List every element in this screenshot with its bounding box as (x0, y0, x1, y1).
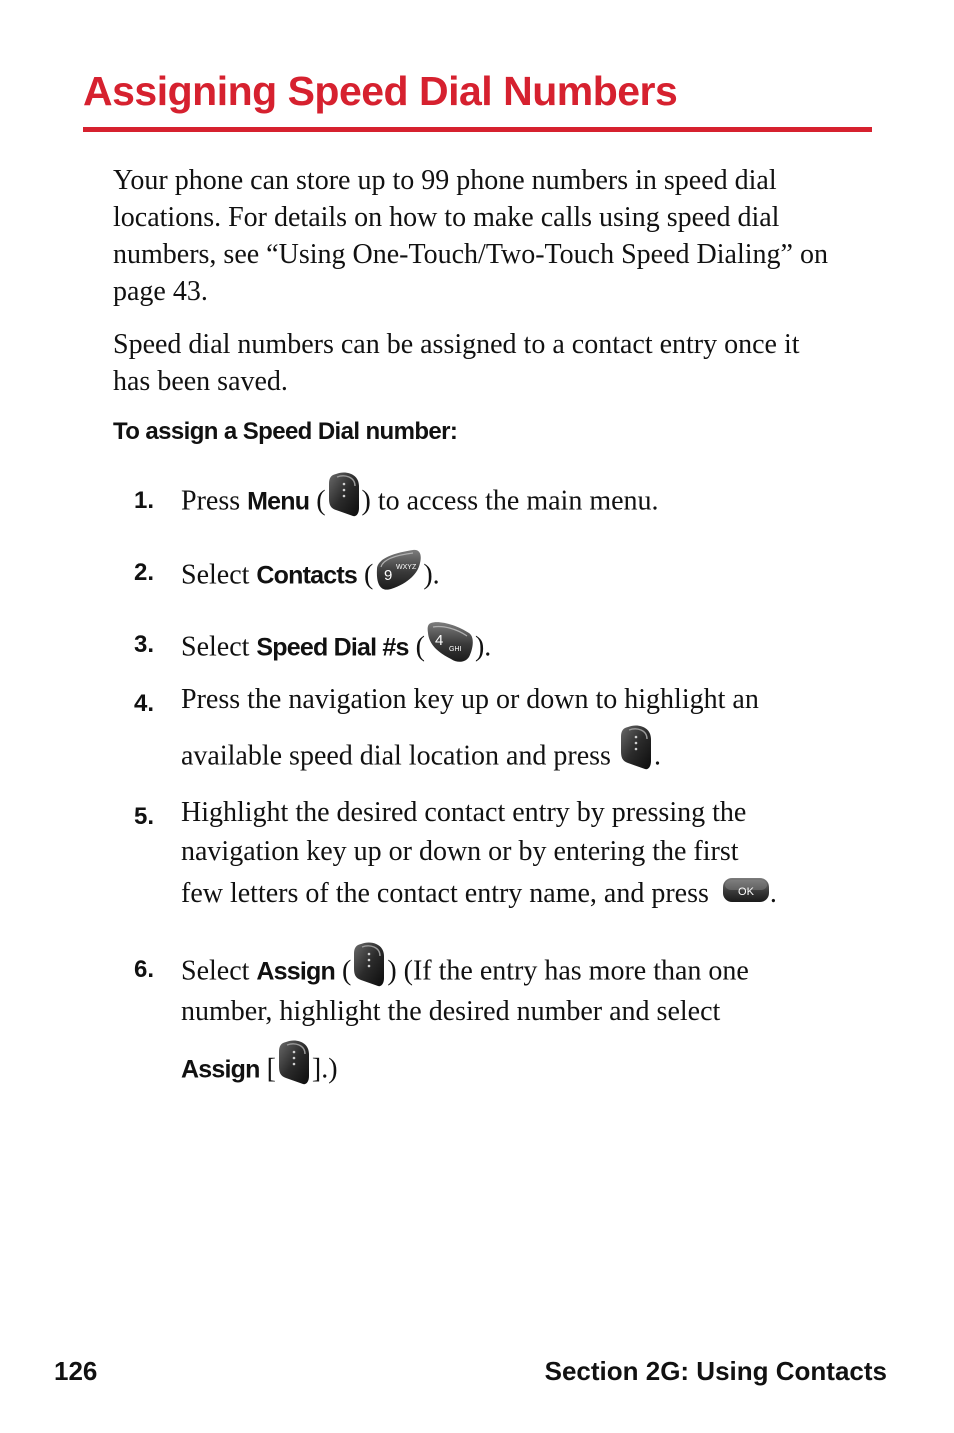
step-line-3 (181, 878, 871, 912)
step-post-text: ].) (311, 1053, 338, 1085)
softkey-left-icon (276, 1048, 312, 1094)
keyword-assign: Assign (181, 1055, 260, 1084)
step-open-paren: ( (334, 955, 352, 987)
softkey-left-icon (351, 950, 387, 996)
step-post-text: ). (423, 559, 440, 591)
step-post-text: ) to access the main menu. (361, 485, 659, 517)
page-title: Assigning Speed Dial Numbers (83, 68, 678, 114)
step-line-2: number, highlight the desired number and select (181, 996, 721, 1027)
step-pre-text: Press (181, 485, 248, 517)
key-9-wxyz-icon (373, 553, 423, 601)
title-underline (83, 127, 872, 132)
step-line-2: navigation key up or down or by entering the first (181, 836, 739, 867)
softkey-left-icon (618, 737, 654, 779)
key-digit: 9 (384, 567, 393, 584)
step-post-text: . (653, 740, 661, 772)
key-letters: WXYZ (396, 564, 417, 571)
step-number: 3. (134, 631, 155, 658)
step-line-2-text: available speed dial location and press (181, 740, 618, 772)
ok-key-icon (716, 880, 770, 912)
step-post-text: ). (474, 631, 492, 663)
step-open-paren: ( (356, 559, 374, 591)
keyword-speed-dial: Speed Dial #s (256, 633, 409, 662)
step-pre-text: Select (181, 631, 257, 663)
keyword-contacts: Contacts (256, 561, 357, 590)
step-pre-text: Select (181, 955, 257, 987)
keyword-assign: Assign (256, 957, 335, 986)
softkey-left-icon (326, 480, 362, 526)
step-open-paren: ( (408, 631, 425, 663)
step-line-3 (181, 1048, 871, 1094)
step-text (181, 553, 871, 601)
second-paragraph: Speed dial numbers can be assigned to a contact entry once it has been saved. (113, 329, 800, 397)
intro-paragraph: Your phone can store up to 99 phone numbers in speed dial locations. For details on how to make calls using speed dial numbers, see “Using One-Touch/Two-Touch Speed Dialing” on page 43. (113, 165, 828, 307)
step-pre-text: Select (181, 559, 257, 591)
step-text (181, 625, 871, 673)
step-line-3-text: few letters of the contact entry name, and press (181, 878, 716, 909)
step-number: 2. (134, 559, 155, 586)
step-line-1: Highlight the desired contact entry by pressing the (181, 797, 747, 828)
step-post-text: . (769, 878, 777, 909)
step-line-1 (181, 950, 871, 996)
step-post-text: ) (If the entry has more than one (387, 955, 749, 987)
step-text (181, 480, 871, 526)
step-open-paren: ( (309, 485, 326, 517)
step-open-bracket: [ (259, 1053, 276, 1085)
key-digit: 4 (434, 632, 444, 649)
key-4-ghi-icon (425, 625, 475, 673)
step-line-2 (181, 737, 871, 779)
key-letters: GHI (448, 646, 462, 653)
step-number: 5. (134, 803, 155, 830)
step-number: 4. (134, 690, 155, 717)
step-line-1: Press the navigation key up or down to highlight an (181, 684, 759, 715)
page-number: 126 (54, 1356, 98, 1386)
step-number: 1. (134, 487, 155, 514)
ok-key-label: OK (737, 885, 754, 898)
procedure-heading: To assign a Speed Dial number: (113, 418, 458, 445)
step-number: 6. (134, 956, 155, 983)
keyword-menu: Menu (247, 487, 310, 516)
section-title: Section 2G: Using Contacts (544, 1356, 887, 1386)
